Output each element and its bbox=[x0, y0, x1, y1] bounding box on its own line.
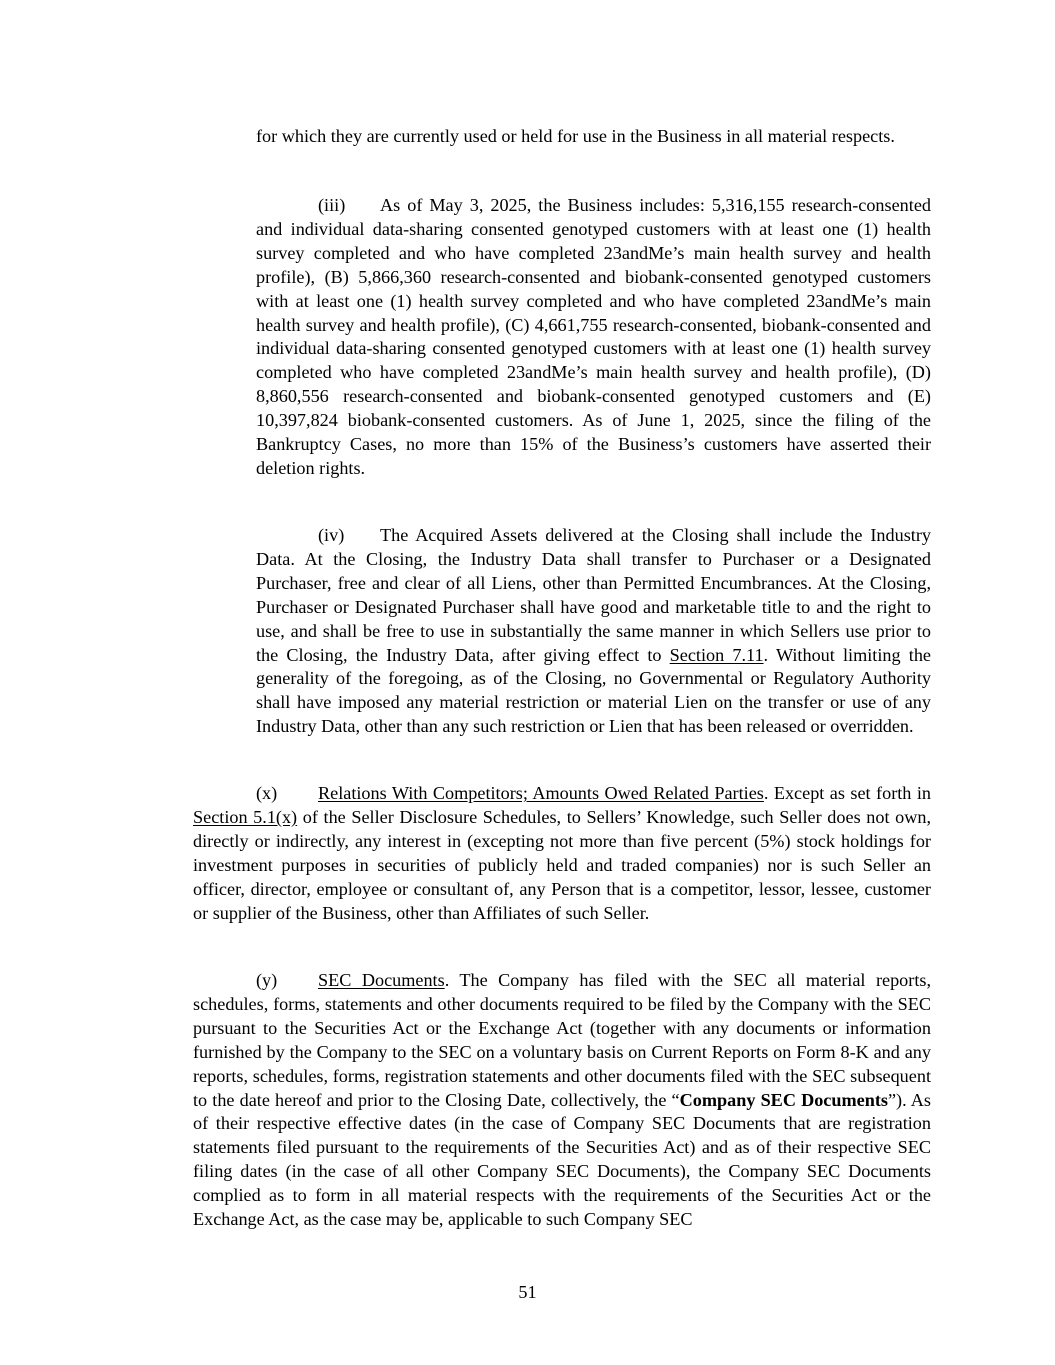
paragraph-iv bbox=[256, 524, 931, 739]
paragraph-text: . Except as set forth in bbox=[763, 783, 931, 803]
paragraph-text: As of May 3, 2025, the Business includes: 5,316,155 research-consented and individual data-sharing consented genotyped customers with at least one (1) health survey completed and who have completed 23andMe’s main health survey and health profile), (B) 5,866,360 research-consented and biobank-consented genotyped customers with at least one (1) health survey completed and who have completed 23andMe’s main health survey and health profile), (C) 4,661,755 research-consented, biobank-consented and individual data-sharing consented genotyped customers with at least one (1) health survey completed who have completed 23andMe’s main health survey and health profile), (D) 8,860,556 research-consented and biobank-consented genotyped customers and (E) 10,397,824 biobank-consented customers. As of June 1, 2025, since the filing of the Bankruptcy Cases, no more than 15% of the Business’s customers have asserted their deletion rights. bbox=[256, 195, 931, 478]
section-heading: Relations With Competitors; Amounts Owed Related Parties bbox=[318, 783, 764, 803]
paragraph-text: ”). As of their respective effective dates (in the case of Company SEC Documents that are registration statements filed pursuant to the requirements of the Securities Act) and as of their respective SEC filing dates (in the case of all other Company SEC Documents), the Company SEC Documents complied as to form in all material respects with the requirements of the Securities Act or the Exchange Act, as the case may be, applicable to such Company SEC bbox=[193, 1089, 931, 1230]
paragraph-x bbox=[193, 782, 931, 925]
page-number: 51 bbox=[518, 1282, 537, 1302]
paragraph-continuation bbox=[256, 125, 931, 149]
paragraph-text: The Acquired Assets delivered at the Closing shall include the Industry Data. At the Closing, the Industry Data shall transfer to Purchaser or a Designated Purchaser, free and clear of all Liens, other than Permitted Encumbrances. At the Closing, Purchaser or Designated Purchaser shall have good and marketable title to and the right to use, and shall be free to use in substantially the same manner in which Sellers use prior to the Closing, the Industry Data, after giving effect to bbox=[256, 525, 931, 665]
paragraph-text: . Without limiting the generality of the foregoing, as of the Closing, no Governmental or Regulatory Authority shall have imposed any material restriction or material Lien on the transfer or use of any Industry Data, other than any such restriction or Lien that has been released or overridden. bbox=[256, 644, 931, 737]
section-reference: Section 7.11 bbox=[669, 644, 764, 665]
paragraph-number: (y) bbox=[256, 970, 278, 990]
paragraph-number: (iv) bbox=[318, 525, 345, 545]
paragraph-text: for which they are currently used or held for use in the Business in all material respects. bbox=[256, 126, 895, 146]
paragraph-y bbox=[193, 969, 931, 1232]
section-reference: Section 5.1(x) bbox=[193, 806, 298, 827]
paragraph-number: (iii) bbox=[318, 195, 346, 215]
paragraph-number: (x) bbox=[256, 783, 278, 803]
paragraph-iii bbox=[256, 194, 931, 481]
section-heading: SEC Documents bbox=[318, 970, 445, 990]
defined-term: Company SEC Documents bbox=[679, 1089, 888, 1110]
paragraph-text: . The Company has filed with the SEC all material reports, schedules, forms, statements and other documents required to be filed by the Company with the SEC pursuant to the Securities Act or the Exchange Act (together with any documents or information furnished by the Company to the SEC on a voluntary basis on Current Reports on Form 8-K and any reports, schedules, forms, registration statements and other documents filed with the SEC subsequent to the date hereof and prior to the Closing Date, collectively, the “ bbox=[193, 970, 931, 1110]
paragraph-text: of the Seller Disclosure Schedules, to Sellers’ Knowledge, such Seller does not own, directly or indirectly, any interest in (excepting not more than five percent (5%) stock holdings for investment purposes in securities of publicly held and traded companies) nor is such Seller an officer, director, employee or consultant of, any Person that is a competitor, lessor, lessee, customer or supplier of the Business, other than Affiliates of such Seller. bbox=[193, 806, 931, 923]
